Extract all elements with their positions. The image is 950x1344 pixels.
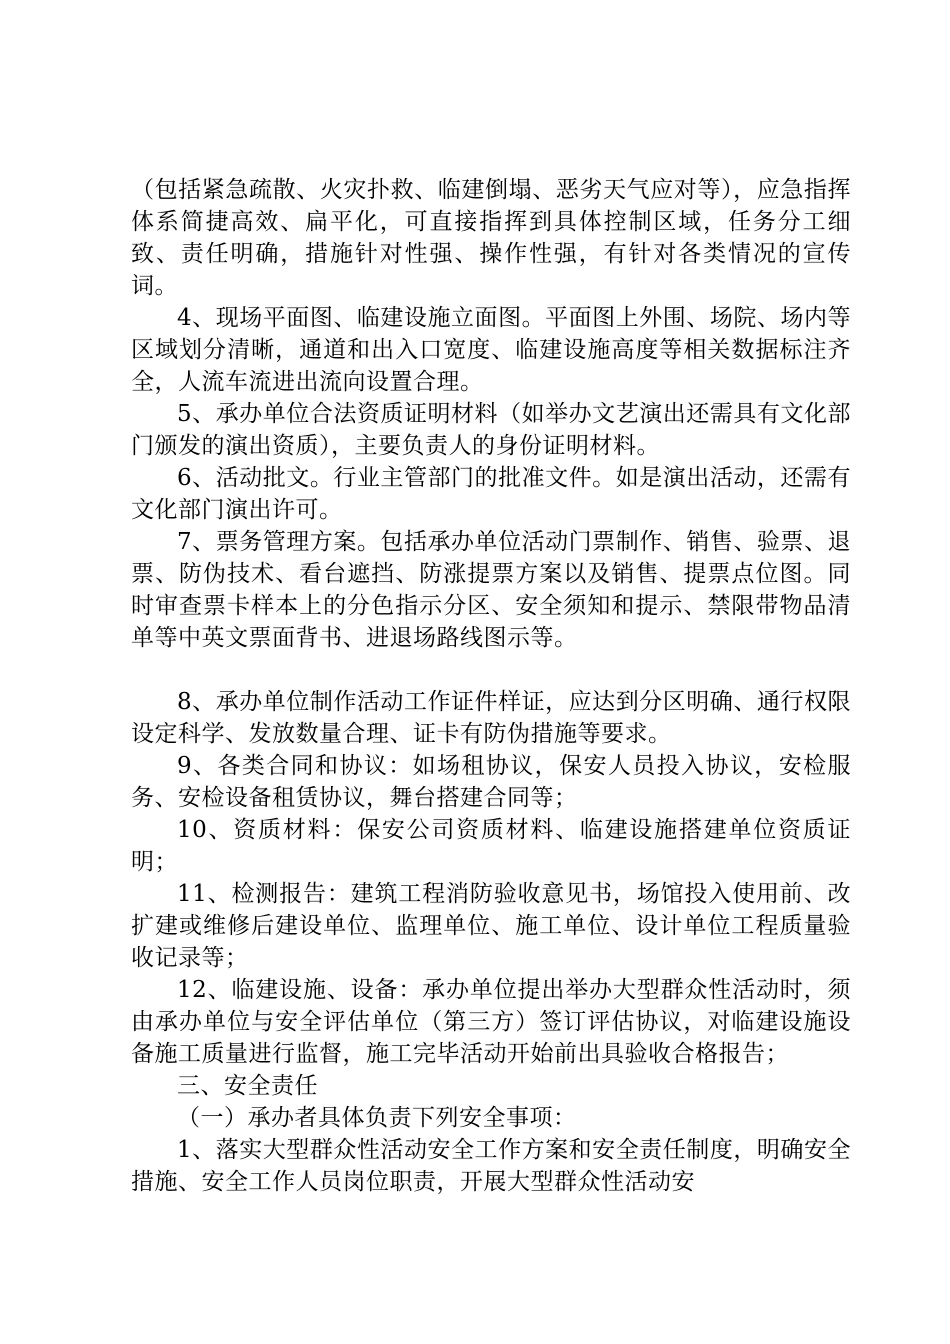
- paragraph-item-12: 12、临建设施、设备：承办单位提出举办大型群众性活动时，须由承办单位与安全评估单位（第三方）签订评估协议，对临建设施设备施工质量进行监督，施工完毕活动开始前出具验收合格报告；: [131, 977, 851, 1067]
- paragraph-item-10: 10、资质材料：保安公司资质材料、临建设施搭建单位资质证明；: [131, 817, 851, 875]
- paragraph-item-4: 4、现场平面图、临建设施立面图。平面图上外围、场院、场内等区域划分清晰，通道和出入口宽度、临建设施高度等相关数据标注齐全，人流车流进出流向设置合理。: [131, 305, 851, 395]
- subsection-heading-organizer-duties: （一）承办者具体负责下列安全事项：: [177, 1105, 577, 1131]
- paragraph-item-5: 5、承办单位合法资质证明材料（如举办文艺演出还需具有文化部门颁发的演出资质），主要负责人的身份证明材料。: [131, 401, 851, 459]
- paragraph-emergency-plan: （包括紧急疏散、火灾扑救、临建倒塌、恶劣天气应对等），应急指挥体系简捷高效、扁平化，可直接指挥到具体控制区域，任务分工细致、责任明确，措施针对性强、操作性强，有针对各类情况的宣传词。: [131, 177, 851, 299]
- paragraph-item-7: 7、票务管理方案。包括承办单位活动门票制作、销售、验票、退票、防伪技术、看台遮挡、防涨提票方案以及销售、提票点位图。同时审查票卡样本上的分色指示分区、安全须知和提示、禁限带物品清单等中英文票面背书、进退场路线图示等。: [131, 529, 851, 651]
- paragraph-item-11: 11、检测报告：建筑工程消防验收意见书，场馆投入使用前、改扩建或维修后建设单位、监理单位、施工单位、设计单位工程质量验收记录等；: [131, 881, 851, 971]
- paragraph-gap: [131, 654, 851, 686]
- paragraph-item-8: 8、承办单位制作活动工作证件样证，应达到分区明确、通行权限设定科学、发放数量合理、证卡有防伪措施等要求。: [131, 689, 851, 747]
- paragraph-item-6: 6、活动批文。行业主管部门的批准文件。如是演出活动，还需有文化部门演出许可。: [131, 465, 851, 523]
- paragraph-duty-1: 1、落实大型群众性活动安全工作方案和安全责任制度，明确安全措施、安全工作人员岗位职责，开展大型群众性活动安: [131, 1137, 851, 1195]
- section-heading-safety-responsibility: 三、安全责任: [177, 1073, 318, 1099]
- paragraph-item-9: 9、各类合同和协议：如场租协议，保安人员投入协议，安检服务、安检设备租赁协议，舞台搭建合同等；: [131, 753, 851, 811]
- document-body: [131, 174, 851, 1198]
